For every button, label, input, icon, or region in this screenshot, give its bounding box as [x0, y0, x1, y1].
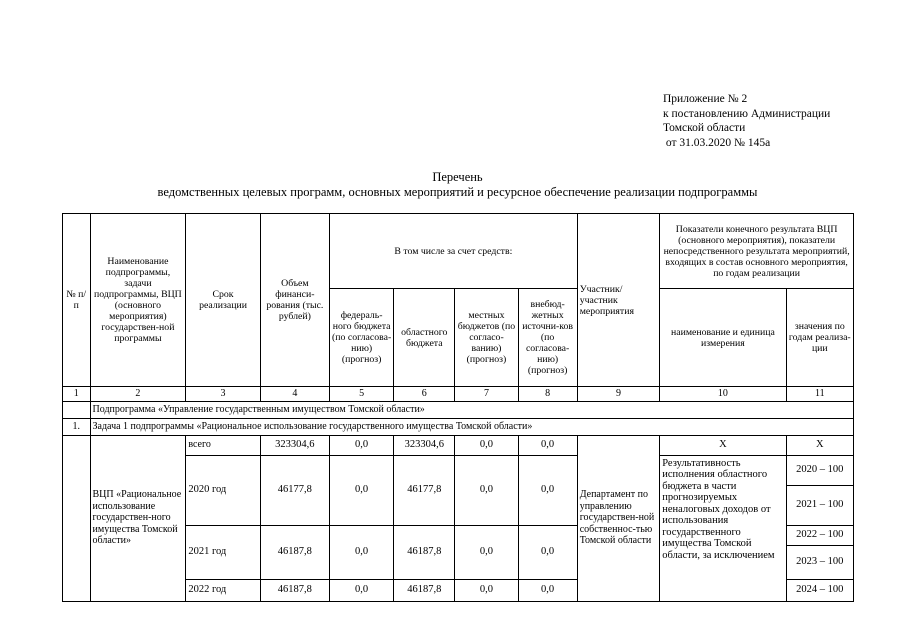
appendix-line: Приложение № 2 — [663, 93, 748, 105]
row-federal: 0,0 — [330, 579, 394, 601]
row-regional: 323304,6 — [394, 435, 455, 455]
header-name: Наименование подпрограммы, задачи подпрограммы, ВЦП (основного мероприятия) государствен-ной программы — [90, 214, 186, 387]
column-number: 1 — [63, 387, 91, 402]
indicator-text: Результативность исполнения областного бюджета в части прогнозируемых неналоговых доходов от использования государственного имущества Томской области, за исключением — [660, 455, 786, 601]
appendix-line: к постановлению Администрации — [663, 107, 831, 120]
row-volume: 323304,6 — [260, 435, 329, 455]
year-value: 2020 – 100 — [786, 455, 853, 485]
header-local: местных бюджетов (по согласо-ванию) (прогноз) — [455, 289, 518, 387]
header-extra: внебюд-жетных источни-ков (по согласова-нию) (прогноз) — [518, 289, 577, 387]
appendix-line: Томской области — [663, 122, 746, 134]
header-indicators: Показатели конечного результата ВЦП (основного мероприятия), показатели непосредственного результата мероприятий, входящих в состав основного мероприятия, по годам реализации — [660, 214, 854, 289]
title-line-2: ведомственных целевых программ, основных мероприятий и ресурсное обеспечение реализации подпрограммы — [157, 185, 758, 199]
column-number: 4 — [260, 387, 329, 402]
year-value: 2023 – 100 — [786, 545, 853, 579]
program-table — [62, 213, 854, 602]
header-indicator-name: наименование и единица измерения — [660, 289, 786, 387]
year-value: 2022 – 100 — [786, 525, 853, 545]
header-regional: областного бюджета — [394, 289, 455, 387]
row-local: 0,0 — [455, 435, 518, 455]
row-federal: 0,0 — [330, 435, 394, 455]
row-term: 2020 год — [186, 455, 260, 525]
task-number: 1. — [63, 418, 91, 435]
appendix-line: от 31.03.2020 № 145а — [663, 136, 771, 149]
row-term: всего — [186, 435, 260, 455]
row-local: 0,0 — [455, 455, 518, 525]
title-line-1: Перечень — [432, 170, 483, 184]
column-number: 2 — [90, 387, 186, 402]
header-participant: Участник/ участник мероприятия — [577, 214, 660, 387]
task-row — [63, 418, 854, 435]
appendix-block — [663, 92, 898, 150]
year-value: 2021 – 100 — [786, 485, 853, 525]
row-regional: 46177,8 — [394, 455, 455, 525]
vcp-participant: Департамент по управлению государствен-ной собственнос-тью Томской области — [577, 435, 660, 601]
x-mark: Х — [786, 435, 853, 455]
row-extra: 0,0 — [518, 579, 577, 601]
vcp-name: ВЦП «Рациональное использование государствен-ного имущества Томской области» — [90, 435, 186, 601]
row-extra: 0,0 — [518, 455, 577, 525]
task-title: Задача 1 подпрограммы «Рациональное использование государственного имущества Томской области» — [90, 418, 853, 435]
header-federal: федераль-ного бюджета (по согласова-нию) (прогноз) — [330, 289, 394, 387]
column-number: 9 — [577, 387, 660, 402]
header-indicator-values: значения по годам реализа-ции — [786, 289, 853, 387]
header-num: № п/п — [63, 214, 91, 387]
header-including: В том числе за счет средств: — [330, 214, 578, 289]
column-number: 11 — [786, 387, 853, 402]
row-local: 0,0 — [455, 579, 518, 601]
x-mark: Х — [660, 435, 786, 455]
year-value: 2024 – 100 — [786, 579, 853, 601]
column-number: 8 — [518, 387, 577, 402]
row-term: 2021 год — [186, 525, 260, 579]
column-number-row — [63, 387, 854, 402]
row-regional: 46187,8 — [394, 579, 455, 601]
document-title — [60, 170, 855, 200]
column-number: 3 — [186, 387, 260, 402]
column-number: 10 — [660, 387, 786, 402]
column-number: 7 — [455, 387, 518, 402]
column-number: 6 — [394, 387, 455, 402]
row-volume: 46187,8 — [260, 579, 329, 601]
header-volume: Объем финанси-рования (тыс. рублей) — [260, 214, 329, 387]
row-volume: 46187,8 — [260, 525, 329, 579]
row-federal: 0,0 — [330, 525, 394, 579]
row-regional: 46187,8 — [394, 525, 455, 579]
table-row — [63, 435, 854, 455]
row-term: 2022 год — [186, 579, 260, 601]
row-extra: 0,0 — [518, 525, 577, 579]
row-extra: 0,0 — [518, 435, 577, 455]
row-federal: 0,0 — [330, 455, 394, 525]
row-volume: 46177,8 — [260, 455, 329, 525]
header-term: Срок реализации — [186, 214, 260, 387]
row-local: 0,0 — [455, 525, 518, 579]
subprogram-row — [63, 401, 854, 418]
subprogram-title: Подпрограмма «Управление государственным имуществом Томской области» — [90, 401, 853, 418]
column-number: 5 — [330, 387, 394, 402]
